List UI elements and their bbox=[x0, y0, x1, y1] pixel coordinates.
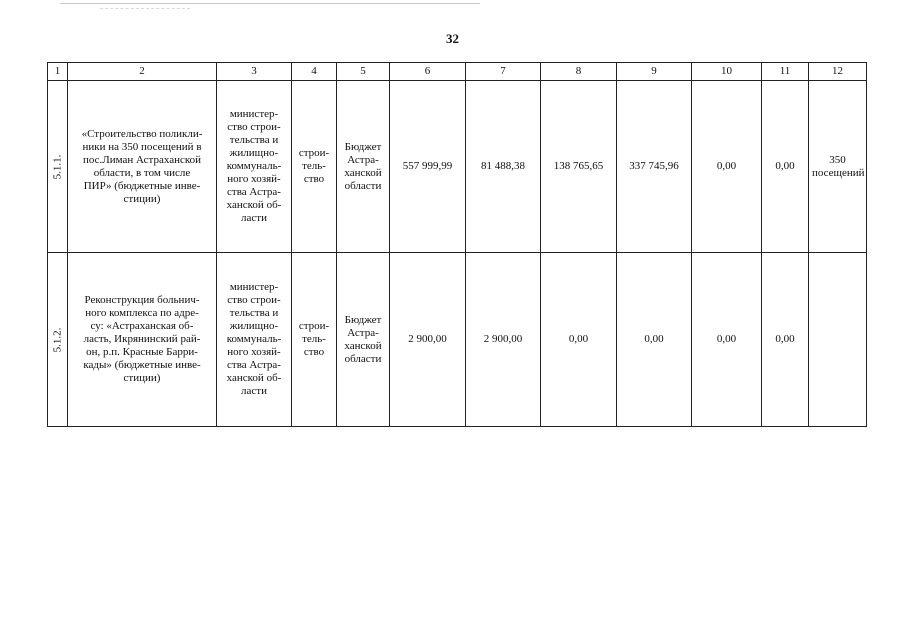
project-name bbox=[68, 81, 217, 253]
executor-line: ласти bbox=[241, 212, 267, 224]
executor-line: тельства и bbox=[229, 307, 279, 319]
sector-line: ство bbox=[303, 346, 325, 358]
result-indicator-line: посещений bbox=[812, 166, 865, 179]
header-row bbox=[48, 63, 867, 81]
amount-col-8: 0,00 bbox=[541, 253, 617, 427]
sector-line: тель- bbox=[302, 160, 326, 172]
executor-line: коммуналь- bbox=[226, 160, 282, 172]
result-indicator-line: 350 bbox=[829, 153, 846, 166]
result-indicator bbox=[809, 253, 867, 427]
header-cell: 4 bbox=[292, 63, 337, 81]
project-name-line: ного комплекса по адре- bbox=[85, 307, 199, 319]
executor-line: ство строи- bbox=[227, 294, 281, 306]
amount-col-7: 2 900,00 bbox=[466, 253, 541, 427]
executor-line: ханской об- bbox=[226, 372, 282, 384]
amount-col-7: 81 488,38 bbox=[466, 81, 541, 253]
executor-line: жилищно- bbox=[229, 320, 279, 332]
funding-source-line: Бюджет bbox=[344, 313, 382, 326]
header-cell: 11 bbox=[762, 63, 809, 81]
project-name-line: су: «Астраханская об- bbox=[90, 320, 194, 332]
executor-line: тельства и bbox=[229, 134, 279, 146]
funding-source-line: области bbox=[344, 352, 382, 365]
project-name-line: кады» (бюджетные инве- bbox=[83, 359, 201, 371]
executor-line: ласти bbox=[241, 385, 267, 397]
executor-line: ного хозяй- bbox=[227, 346, 281, 358]
amount-col-6: 557 999,99 bbox=[390, 81, 466, 253]
row-number bbox=[48, 253, 68, 427]
amount-col-6: 2 900,00 bbox=[390, 253, 466, 427]
project-name-line: пос.Лиман Астраханской bbox=[82, 153, 202, 166]
funding-source bbox=[337, 81, 390, 253]
executor-line: ства Астра- bbox=[227, 186, 281, 198]
executor-line: коммуналь- bbox=[226, 333, 282, 345]
header-cell: 9 bbox=[617, 63, 692, 81]
funding-source-line: Бюджет bbox=[344, 140, 382, 153]
funding-source-line: ханской bbox=[344, 339, 382, 352]
executor bbox=[217, 81, 292, 253]
amount-col-10: 0,00 bbox=[692, 253, 762, 427]
header-cell: 2 bbox=[68, 63, 217, 81]
executor-line: министер- bbox=[229, 108, 279, 120]
executor-line: ство строи- bbox=[227, 121, 281, 133]
project-name-line: области, в том числе bbox=[93, 166, 191, 179]
header-cell: 5 bbox=[337, 63, 390, 81]
project-name-line: ники на 350 посещений в bbox=[82, 140, 202, 153]
table-row bbox=[48, 81, 867, 253]
project-name-line: ПИР» (бюджетные инве- bbox=[83, 179, 201, 192]
funding-source bbox=[337, 253, 390, 427]
sector bbox=[292, 253, 337, 427]
project-name bbox=[68, 253, 217, 427]
row-number-text: 5.1.2. bbox=[51, 327, 63, 352]
header-cell: 10 bbox=[692, 63, 762, 81]
sector-line: тель- bbox=[302, 333, 326, 345]
scan-artifact-dash bbox=[100, 8, 190, 9]
funding-source-line: Астра- bbox=[347, 326, 379, 339]
funding-source-line: Астра- bbox=[347, 153, 379, 166]
sector-line: строи- bbox=[298, 320, 330, 332]
amount-col-9: 337 745,96 bbox=[617, 81, 692, 253]
amount-col-11: 0,00 bbox=[762, 81, 809, 253]
project-name-line: Реконструкция больнич- bbox=[84, 294, 200, 306]
amount-col-9: 0,00 bbox=[617, 253, 692, 427]
page-number: 32 bbox=[446, 31, 459, 46]
amount-col-11: 0,00 bbox=[762, 253, 809, 427]
table-row bbox=[48, 253, 867, 427]
header-cell: 1 bbox=[48, 63, 68, 81]
scan-artifact-line bbox=[60, 3, 480, 4]
project-name-line: стиции) bbox=[123, 192, 161, 205]
project-name-line: ласть, Икрянинский рай- bbox=[83, 333, 201, 345]
row-number-text: 5.1.1. bbox=[51, 154, 63, 179]
amount-col-10: 0,00 bbox=[692, 81, 762, 253]
row-number bbox=[48, 81, 68, 253]
executor-line: ства Астра- bbox=[227, 359, 281, 371]
funding-source-line: ханской bbox=[344, 166, 382, 179]
header-cell: 6 bbox=[390, 63, 466, 81]
header-cell: 8 bbox=[541, 63, 617, 81]
header-cell: 12 bbox=[809, 63, 867, 81]
result-indicator bbox=[809, 81, 867, 253]
header-cell: 7 bbox=[466, 63, 541, 81]
project-name-line: стиции) bbox=[123, 372, 161, 384]
amount-col-8: 138 765,65 bbox=[541, 81, 617, 253]
executor-line: ханской об- bbox=[226, 199, 282, 211]
project-name-line: «Строительство поликли- bbox=[81, 127, 203, 140]
executor-line: ного хозяй- bbox=[227, 173, 281, 185]
executor bbox=[217, 253, 292, 427]
executor-line: жилищно- bbox=[229, 147, 279, 159]
budget-table bbox=[47, 62, 867, 427]
sector-line: строи- bbox=[298, 147, 330, 159]
funding-source-line: области bbox=[344, 179, 382, 192]
sector bbox=[292, 81, 337, 253]
sector-line: ство bbox=[303, 173, 325, 185]
project-name-line: он, р.п. Красные Барри- bbox=[86, 346, 198, 358]
executor-line: министер- bbox=[229, 281, 279, 293]
header-cell: 3 bbox=[217, 63, 292, 81]
